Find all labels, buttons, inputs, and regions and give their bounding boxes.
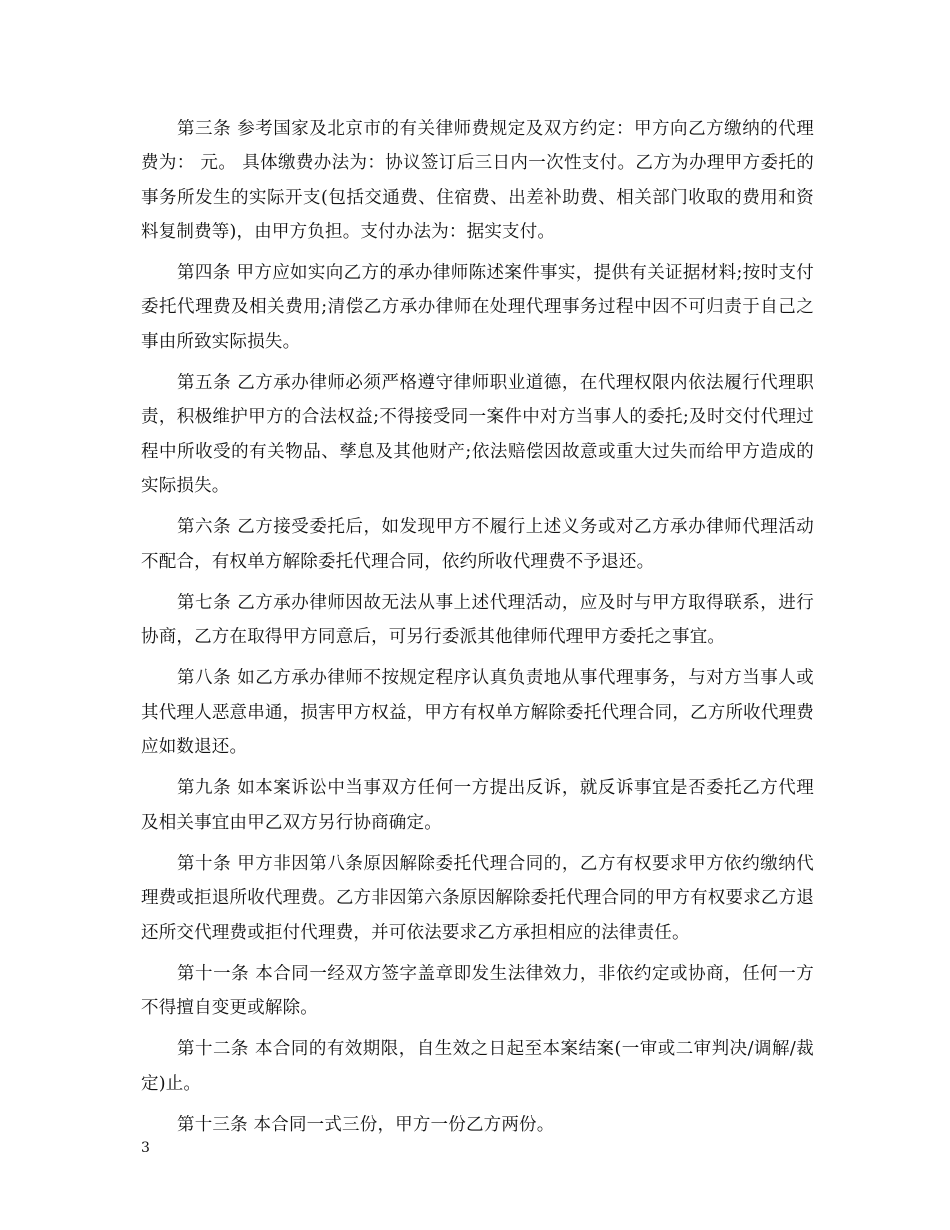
article-8-paragraph: 第八条 如乙方承办律师不按规定程序认真负责地从事代理事务，与对方当事人或其代理人恶意串通，损害甲方权益，甲方有权单方解除委托代理合同，乙方所收代理费应如数退还。 <box>141 668 814 758</box>
article-11-paragraph: 第十一条 本合同一经双方签字盖章即发生法律效力，非依约定或协商，任何一方不得擅自变更或解除。 <box>141 963 814 1019</box>
article-9-paragraph: 第九条 如本案诉讼中当事双方任何一方提出反诉，就反诉事宜是否委托乙方代理及相关事宜由甲乙双方另行协商确定。 <box>141 778 814 833</box>
article-13-paragraph: 第十三条 本合同一式三份，甲方一份乙方两份。 <box>177 1115 555 1136</box>
article-4-paragraph: 第四条 甲方应如实向乙方的承办律师陈述案件事实，提供有关证据材料;按时支付委托代理费及相关费用;清偿乙方承办律师在处理代理事务过程中因不可归责于自己之事由所致实际损失。 <box>141 263 814 352</box>
article-6-paragraph: 第六条 乙方接受委托后，如发现甲方不履行上述义务或对乙方承办律师代理活动不配合，有权单方解除委托代理合同，依约所收代理费不予退还。 <box>141 517 814 572</box>
article-5-paragraph: 第五条 乙方承办律师必须严格遵守律师职业道德，在代理权限内依法履行代理职责，积极维护甲方的合法权益;不得接受同一案件中对方当事人的委托;及时交付代理过程中所收受的有关物品、孳息及其他财产;依法赔偿因故意或重大过失而给甲方造成的实际损失。 <box>141 373 814 496</box>
article-12-paragraph: 第十二条 本合同的有效期限，自生效之日起至本案结案(一审或二审判决/调解/裁定)止。 <box>141 1039 814 1094</box>
article-7-paragraph: 第七条 乙方承办律师因故无法从事上述代理活动，应及时与甲方取得联系，进行协商，乙方在取得甲方同意后，可另行委派其他律师代理甲方委托之事宜。 <box>141 592 814 648</box>
article-3-paragraph: 第三条 参考国家及北京市的有关律师费规定及双方约定：甲方向乙方缴纳的代理费为： 元。 具体缴费办法为：协议签订后三日内一次性支付。乙方为办理甲方委托的事务所发生的实际开支(包括交通费、住宿费、出差补助费、相关部门收取的费用和资料复制费等)，由甲方负担。支付办法为：据实支付。 <box>141 119 814 242</box>
article-10-paragraph: 第十条 甲方非因第八条原因解除委托代理合同的，乙方有权要求甲方依约缴纳代理费或拒退所收代理费。乙方非因第六条原因解除委托代理合同的甲方有权要求乙方退还所交代理费或拒付代理费，并可依法要求乙方承担相应的法律责任。 <box>141 853 814 943</box>
contract-body <box>141 112 814 1149</box>
page-number: 3 <box>141 1140 150 1156</box>
